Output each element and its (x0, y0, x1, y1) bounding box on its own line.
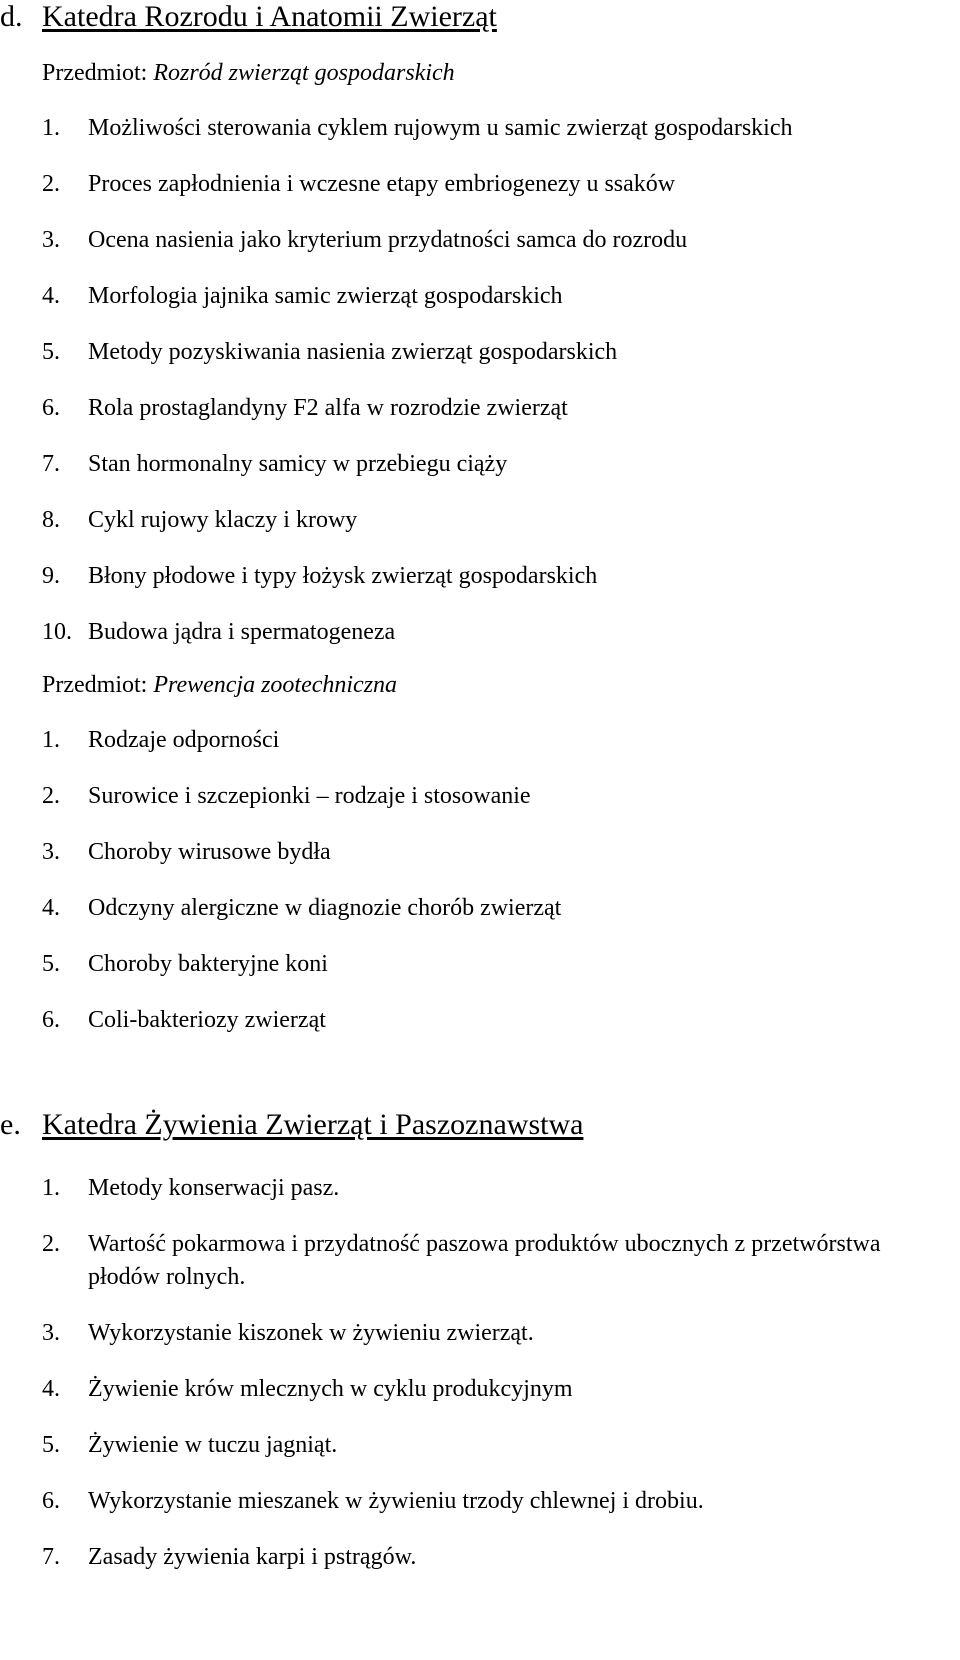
list-item (42, 1004, 326, 1037)
list-item (42, 948, 328, 981)
section-title: Katedra Rozrodu i Anatomii Zwierząt (42, 0, 497, 33)
list-item (42, 1228, 908, 1294)
item-number: 10. (42, 619, 72, 645)
item-text: Żywienie w tuczu jagniąt. (88, 1432, 338, 1458)
item-number: 7. (42, 451, 60, 477)
item-text: Stan hormonalny samicy w przebiegu ciąży (88, 451, 508, 477)
item-number: 8. (42, 507, 60, 533)
section-letter: e. (0, 1108, 21, 1141)
list-item (42, 504, 357, 537)
list-item (42, 224, 687, 257)
item-text: Wykorzystanie kiszonek w żywieniu zwierząt. (88, 1320, 534, 1346)
list-item (42, 448, 507, 481)
item-text: Ocena nasienia jako kryterium przydatności samca do rozrodu (88, 227, 688, 253)
item-text: Choroby wirusowe bydła (88, 839, 331, 865)
item-text: Możliwości sterowania cyklem rujowym u samic zwierząt gospodarskich (88, 115, 793, 141)
item-text: Wykorzystanie mieszanek w żywieniu trzody chlewnej i drobiu. (88, 1488, 704, 1514)
section-heading-e (0, 1108, 583, 1142)
list-item (42, 392, 568, 425)
item-number: 1. (42, 727, 60, 753)
item-number: 2. (42, 783, 60, 809)
item-text: Surowice i szczepionki – rodzaje i stosowanie (88, 783, 531, 809)
list-item (42, 560, 597, 593)
subject-label: Przedmiot: (42, 60, 148, 86)
list-item (42, 724, 279, 757)
item-text: Wartość pokarmowa i przydatność paszowa produktów ubocznych z przetwórstwa płodów rolnych. (88, 1231, 881, 1290)
list-item (42, 1373, 573, 1406)
item-text: Cykl rujowy klaczy i krowy (88, 507, 358, 533)
item-number: 5. (42, 951, 60, 977)
list-item (42, 280, 563, 313)
item-number: 4. (42, 1376, 60, 1402)
list-item (42, 1429, 337, 1462)
section-letter: d. (0, 0, 23, 33)
list-item (42, 336, 617, 369)
item-number: 6. (42, 1488, 60, 1514)
item-number: 5. (42, 1432, 60, 1458)
item-text: Metody konserwacji pasz. (88, 1175, 340, 1201)
item-number: 1. (42, 1175, 60, 1201)
item-text: Błony płodowe i typy łożysk zwierząt gospodarskich (88, 563, 598, 589)
subject-line-2 (42, 670, 397, 700)
item-text: Morfologia jajnika samic zwierząt gospodarskich (88, 283, 563, 309)
item-number: 3. (42, 227, 60, 253)
item-number: 6. (42, 1007, 60, 1033)
item-text: Rola prostaglandyny F2 alfa w rozrodzie zwierząt (88, 395, 568, 421)
list-item (42, 892, 561, 925)
item-text: Zasady żywienia karpi i pstrągów. (88, 1544, 417, 1570)
item-text: Proces zapłodnienia i wczesne etapy embriogenezy u ssaków (88, 171, 676, 197)
item-text: Coli-bakteriozy zwierząt (88, 1007, 326, 1033)
list-item (42, 1541, 416, 1574)
subject-name: Prewencja zootechniczna (153, 672, 398, 698)
item-text: Budowa jądra i spermatogeneza (88, 619, 396, 645)
list-item (42, 1317, 534, 1350)
item-number: 7. (42, 1544, 60, 1570)
item-text: Odczyny alergiczne w diagnozie chorób zwierząt (88, 895, 562, 921)
subject-name: Rozród zwierząt gospodarskich (153, 60, 455, 86)
item-number: 2. (42, 171, 60, 197)
subject-label: Przedmiot: (42, 672, 148, 698)
item-number: 3. (42, 1320, 60, 1346)
list-item (42, 780, 531, 813)
section-heading-d (0, 0, 497, 34)
item-text: Metody pozyskiwania nasienia zwierząt gospodarskich (88, 339, 618, 365)
item-number: 9. (42, 563, 60, 589)
item-number: 6. (42, 395, 60, 421)
item-number: 1. (42, 115, 60, 141)
list-item (42, 168, 675, 201)
item-text: Żywienie krów mlecznych w cyklu produkcyjnym (88, 1376, 573, 1402)
item-number: 3. (42, 839, 60, 865)
list-item (42, 616, 395, 649)
item-number: 4. (42, 283, 60, 309)
list-item (42, 836, 331, 869)
item-number: 5. (42, 339, 60, 365)
section-title: Katedra Żywienia Zwierząt i Paszoznawstwa (42, 1108, 584, 1141)
list-item (42, 1485, 704, 1518)
item-text: Rodzaje odporności (88, 727, 280, 753)
list-item (42, 112, 792, 145)
item-number: 4. (42, 895, 60, 921)
subject-line-1 (42, 58, 455, 88)
item-text: Choroby bakteryjne koni (88, 951, 328, 977)
list-item (42, 1172, 339, 1205)
item-number: 2. (42, 1231, 60, 1257)
